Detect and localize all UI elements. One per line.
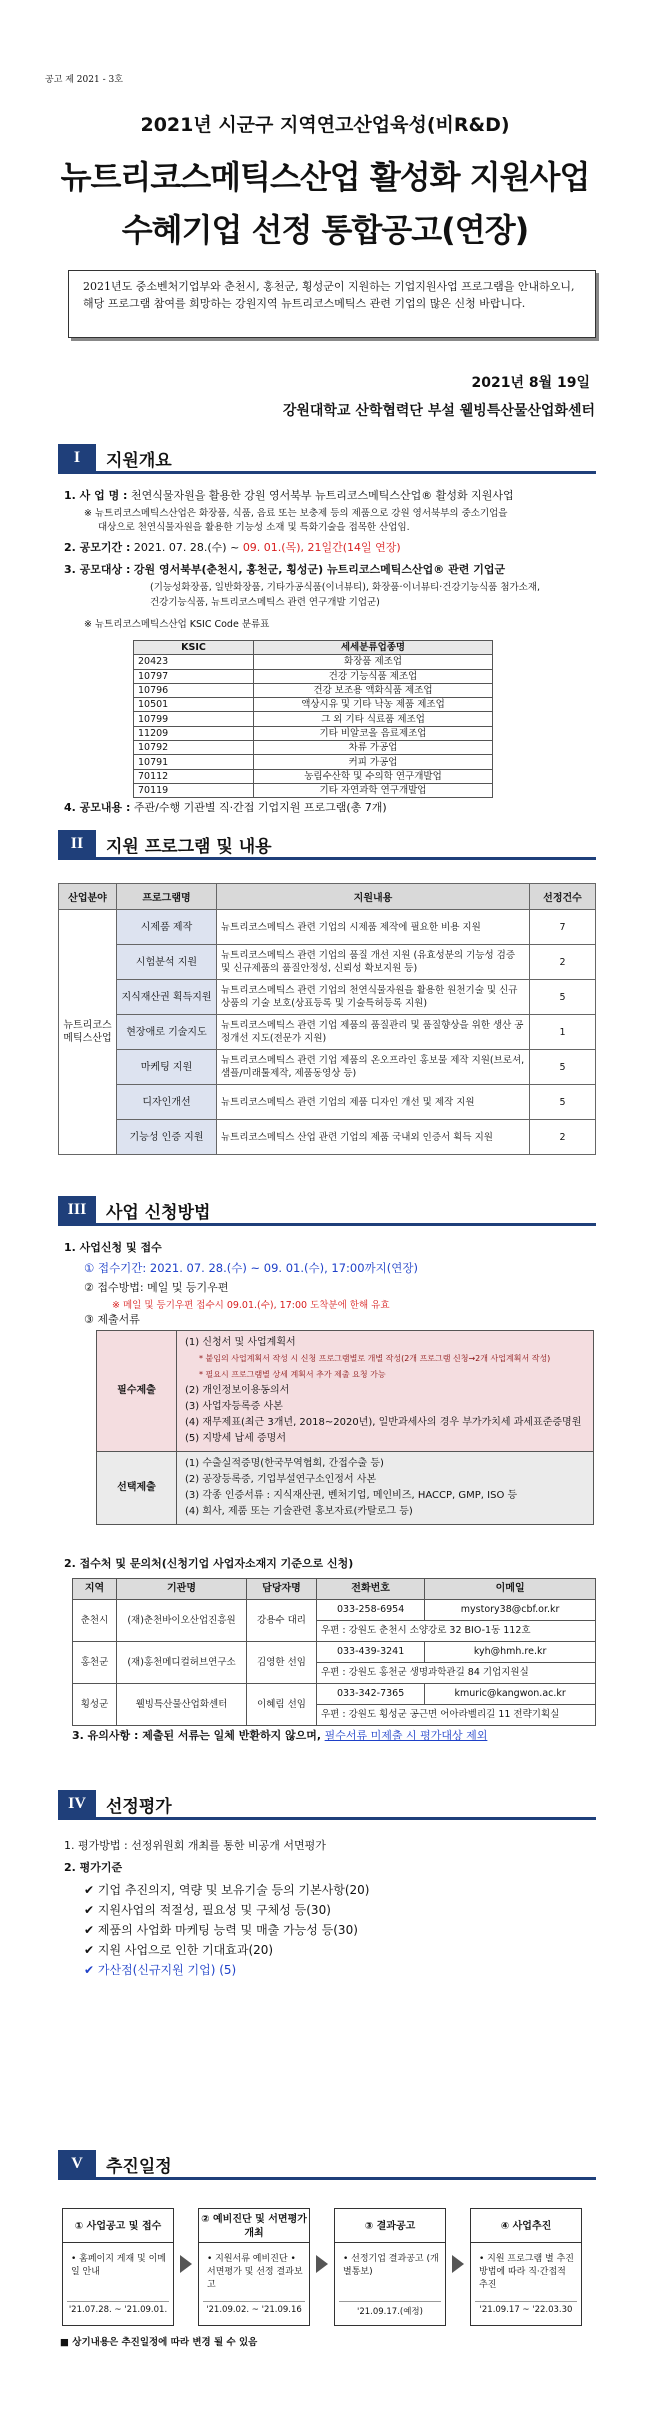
table-row <box>134 741 493 755</box>
issuing-org: 강원대학교 산학협력단 부설 웰빙특산물산업화센터 <box>282 403 595 419</box>
ksic-note: ※ 뉴트리코스메틱스산업 KSIC Code 분류표 <box>84 619 270 630</box>
contact-header-org: 기관명 <box>117 1579 247 1600</box>
overview-item-1 <box>64 488 604 504</box>
eval-method: 1. 평가방법 : 선정위원회 개최를 통한 비공개 서면평가 <box>64 1839 326 1852</box>
program-count: 5 <box>530 1085 596 1120</box>
list-item: ✔ 지원사업의 적절성, 필요성 및 구체성 등(30) <box>84 1903 331 1917</box>
optional-label: 선택제출 <box>97 1452 177 1525</box>
overview-item-2 <box>64 540 604 556</box>
program-header-area: 산업분야 <box>59 884 117 910</box>
item-label: 2. 공모기간 : <box>64 541 131 554</box>
table-row <box>134 655 493 669</box>
ksic-name: 건강 보조용 액화식품 제조업 <box>254 683 493 697</box>
table-row <box>134 712 493 726</box>
program-desc: 뉴트리코스메틱스 관련 기업 제품의 품질관리 및 품질향상을 위한 생산 공정개선 지도(전문가 지원) <box>217 1015 530 1050</box>
step-body: • 지원 프로그램 별 추진방법에 따라 직·간접적 추진 <box>479 2254 574 2290</box>
required-docs <box>177 1331 594 1452</box>
check-icon: ✔ <box>84 1963 95 1977</box>
contact-phone: 033-342-7365 <box>317 1684 425 1705</box>
section-title: 선정평가 <box>106 1797 172 1817</box>
table-row <box>59 1120 596 1155</box>
ksic-code: 10792 <box>134 741 254 755</box>
program-desc: 뉴트리코스메틱스 관련 기업의 품질 개선 지원 (유효성분의 기능성 검증 및 신규제품의 품질안정성, 신뢰성 확보지원 등) <box>217 945 530 980</box>
program-name: 마케팅 지원 <box>117 1050 217 1085</box>
table-row <box>59 1015 596 1050</box>
page-subtitle: 2021년 시군구 지역연고산업육성(비R&D) <box>140 114 510 136</box>
contact-region: 춘천시 <box>73 1600 117 1642</box>
item-label: 3. 공모대상 : <box>64 563 131 576</box>
item-value: 주관/수행 기관별 직·간접 기업지원 프로그램(총 7개) <box>133 801 387 814</box>
table-row <box>134 669 493 683</box>
section-5-header <box>58 2150 596 2180</box>
table-row <box>59 1085 596 1120</box>
caution-text: 3. 유의사항 : 제출된 서류는 일체 반환하지 않으며, <box>72 1729 322 1742</box>
section-title: 지원 프로그램 및 내용 <box>106 837 272 857</box>
doc-item: (3) 각종 인증서류 : 지식재산권, 벤처기업, 메인비즈, HACCP, GMP, ISO 등 <box>185 1490 518 1501</box>
check-icon: ✔ <box>84 1943 95 1957</box>
step-date: '21.09.17.(예정) <box>339 2301 441 2317</box>
table-row <box>134 755 493 769</box>
schedule-step-3 <box>334 2208 446 2326</box>
contact-address: 우편 : 강원도 춘천시 소양강로 32 BIO-1동 112호 <box>317 1621 596 1642</box>
section-3-header <box>58 1196 596 1226</box>
table-row <box>73 1600 596 1621</box>
doc-item: (3) 사업자등록증 사본 <box>185 1401 283 1412</box>
doc-item: (2) 공장등록증, 기업부설연구소인정서 사본 <box>185 1474 377 1485</box>
ksic-code: 20423 <box>134 655 254 669</box>
eval-criteria-heading: 2. 평가기준 <box>64 1861 123 1874</box>
program-desc: 뉴트리코스메틱스 산업 관련 기업의 제품 국내외 인증서 획득 지원 <box>217 1120 530 1155</box>
ksic-code: 11209 <box>134 726 254 740</box>
ksic-table <box>133 640 493 798</box>
contact-region: 횡성군 <box>73 1684 117 1726</box>
program-name: 시제품 제작 <box>117 910 217 945</box>
overview-sub-2: 건강기능식품, 뉴트리코스메틱스 관련 연구개발 기업군) <box>150 597 380 608</box>
overview-note-1: ※ 뉴트리코스메틱스산업은 화장품, 식품, 음료 또는 보충제 등의 제품으로 강원 영서북부의 중소기업을 <box>84 508 508 519</box>
item-label: 1. 사 업 명 : <box>64 489 128 502</box>
ksic-name: 기타 비알코올 음료제조업 <box>254 726 493 740</box>
program-name: 기능성 인증 지원 <box>117 1120 217 1155</box>
check-icon: ✔ <box>84 1883 95 1897</box>
program-desc: 뉴트리코스메틱스 관련 기업 제품의 온오프라인 홍보물 제작 지원(브로셔, 샘플/미래툴제작, 제품동영상 등) <box>217 1050 530 1085</box>
ksic-code: 10791 <box>134 755 254 769</box>
doc-item: (4) 재무제표(최근 3개년, 2018~2020년), 일반과세사의 경우 부가가치세 과세표준증명원 <box>185 1417 582 1428</box>
overview-item-3 <box>64 562 604 578</box>
contact-person: 이혜림 선임 <box>247 1684 317 1726</box>
ksic-name: 커피 가공업 <box>254 755 493 769</box>
step-title: ④ 사업추진 <box>471 2209 581 2243</box>
table-row <box>73 1642 596 1663</box>
contact-region: 홍천군 <box>73 1642 117 1684</box>
ksic-code: 10799 <box>134 712 254 726</box>
program-table <box>58 883 596 1155</box>
schedule-step-4 <box>470 2208 582 2326</box>
ksic-code: 10501 <box>134 698 254 712</box>
step-date: '21.09.02. ~ '21.09.16 <box>203 2301 305 2315</box>
overview-item-4 <box>64 800 604 816</box>
apply-period: ① 접수기간: 2021. 07. 28.(수) ~ 09. 01.(수), 17:00까지(연장) <box>84 1261 418 1275</box>
program-desc: 뉴트리코스메틱스 관련 기업의 제품 디자인 개선 및 제작 지원 <box>217 1085 530 1120</box>
section-2-header <box>58 830 596 860</box>
contact-org: 웰빙특산물산업화센터 <box>117 1684 247 1726</box>
contact-phone: 033-258-6954 <box>317 1600 425 1621</box>
program-name: 디자인개선 <box>117 1085 217 1120</box>
section-number: I <box>58 444 96 471</box>
apply-heading-1: 1. 사업신청 및 접수 <box>64 1241 162 1254</box>
eval-criteria-list <box>84 1880 584 1980</box>
item-value: 강원 영서북부(춘천시, 홍천군, 횡성군) 뉴트리코스메틱스산업® 관련 기업군 <box>133 563 506 576</box>
apply-caution <box>72 1728 612 1744</box>
table-row <box>97 1331 594 1452</box>
ksic-header-code: KSIC <box>134 641 254 655</box>
step-date: '21.09.17 ~ '22.03.30 <box>475 2301 577 2315</box>
table-row <box>134 683 493 697</box>
doc-item: (1) 신청서 및 사업계획서 <box>185 1337 296 1348</box>
item-value-extended: 09. 01.(목), 21일간(14일 연장) <box>242 541 401 554</box>
ksic-name: 그 외 기타 식료품 제조업 <box>254 712 493 726</box>
page-title-line2: 수혜기업 선정 통합공고(연장) <box>121 211 529 249</box>
apply-method-note: ※ 메일 및 등기우편 접수시 09.01.(수), 17:00 도착분에 한해 유효 <box>112 1300 390 1311</box>
ksic-name: 차류 가공업 <box>254 741 493 755</box>
program-count: 1 <box>530 1015 596 1050</box>
ksic-name: 액상시유 및 기타 낙농 제품 제조업 <box>254 698 493 712</box>
contact-table <box>72 1578 596 1726</box>
docs-heading: ③ 제출서류 <box>84 1313 140 1326</box>
overview-sub-1: (기능성화장품, 일반화장품, 기타가공식품(이너뷰티), 화장품·이너뷰티·건강기능식품 첨가소재, <box>150 582 541 593</box>
item-label: 4. 공모내용 : <box>64 801 131 814</box>
doc-item: (2) 개인정보이용동의서 <box>185 1385 290 1396</box>
step-title: ③ 결과공고 <box>335 2209 445 2243</box>
ksic-name: 건강 기능식품 제조업 <box>254 669 493 683</box>
program-desc: 뉴트리코스메틱스 관련 기업의 시제품 제작에 필요한 비용 지원 <box>217 910 530 945</box>
overview-note-2: 대상으로 천연식물자원을 활용한 기능성 소재 및 특화기술을 접목한 산업임. <box>98 522 410 533</box>
step-date: '21.07.28. ~ '21.09.01. <box>67 2301 169 2315</box>
contact-email[interactable]: kyh@hmh.re.kr <box>425 1642 596 1663</box>
optional-docs <box>177 1452 594 1525</box>
doc-item: (1) 수출실적증명(한국무역협회, 간접수출 등) <box>185 1458 384 1469</box>
schedule-step-1 <box>62 2208 174 2326</box>
program-header-name: 프로그램명 <box>117 884 217 910</box>
step-body: • 지원서류 예비진단 • 서면평가 및 선정 결과보고 <box>207 2254 303 2290</box>
schedule-step-2 <box>198 2208 310 2326</box>
table-row <box>59 910 596 945</box>
contact-header-person: 담당자명 <box>247 1579 317 1600</box>
program-count: 2 <box>530 945 596 980</box>
list-item: ✔ 가산점(신규지원 기업) (5) <box>84 1963 237 1977</box>
program-count: 7 <box>530 910 596 945</box>
check-icon: ✔ <box>84 1903 95 1917</box>
section-title: 지원개요 <box>106 451 172 471</box>
program-area: 뉴트리코스메틱스산업 <box>59 910 117 1155</box>
program-name: 현장애로 기술지도 <box>117 1015 217 1050</box>
arrow-right-icon <box>452 2255 464 2273</box>
section-number: II <box>58 830 96 857</box>
program-header-desc: 지원내용 <box>217 884 530 910</box>
required-label: 필수제출 <box>97 1331 177 1452</box>
item-value: 2021. 07. 28.(수) ~ <box>133 541 240 554</box>
program-desc: 뉴트리코스메틱스 관련 기업의 천연식물자원을 활용한 원천기술 및 신규상품의 기술 보호(상표등록 및 기술특허등록 지원) <box>217 980 530 1015</box>
intro-box: 2021년도 중소벤처기업부와 춘천시, 홍천군, 횡성군이 지원하는 기업지원사업 프로그램을 안내하오니, 해당 프로그램 참여를 희망하는 강원지역 뉴트리코스메틱스 관련 기업의 많은 신청 바랍니다. <box>68 270 596 338</box>
contact-address: 우편 : 강원도 홍천군 생명과학관길 84 기업지원실 <box>317 1663 596 1684</box>
table-row <box>134 698 493 712</box>
arrow-right-icon <box>180 2255 192 2273</box>
caution-highlight: 필수서류 미제출 시 평가대상 제외 <box>324 1729 488 1742</box>
section-title: 추진일정 <box>106 2157 172 2177</box>
section-number: III <box>58 1196 96 1223</box>
table-row <box>97 1452 594 1525</box>
documents-table <box>96 1330 594 1525</box>
table-row <box>73 1684 596 1705</box>
list-item: ✔ 지원 사업으로 인한 기대효과(20) <box>84 1943 274 1957</box>
page-title-line1: 뉴트리코스메틱스산업 활성화 지원사업 <box>60 158 590 196</box>
section-number: IV <box>58 1790 96 1817</box>
contact-org: (재)홍천메디컬허브연구소 <box>117 1642 247 1684</box>
table-row <box>134 783 493 797</box>
item-value: 천연식물자원을 활용한 강원 영서북부 뉴트리코스메틱스산업® 활성화 지원사업 <box>130 489 514 502</box>
notice-date: 2021년 8월 19일 <box>471 375 590 391</box>
apply-method: ② 접수방법: 메일 및 등기우편 <box>84 1281 229 1294</box>
ksic-code: 70112 <box>134 769 254 783</box>
program-name: 지식재산권 획득지원 <box>117 980 217 1015</box>
contact-person: 김영한 선임 <box>247 1642 317 1684</box>
section-4-header <box>58 1790 596 1820</box>
table-row <box>59 980 596 1015</box>
ksic-name: 기타 자연과학 연구개발업 <box>254 783 493 797</box>
contact-address: 우편 : 강원도 횡성군 공근면 어아라벨리길 11 전략기획실 <box>317 1705 596 1726</box>
doc-subnote: * 붙임의 사업계획서 작성 시 신청 프로그램별로 개별 작성(2개 프로그램 신청→2개 사업계획서 작성) <box>199 1354 551 1363</box>
schedule-note: ■ 상기내용은 추진일정에 따라 변경 될 수 있음 <box>60 2337 258 2348</box>
ksic-name: 화장품 제조업 <box>254 655 493 669</box>
contact-header-email: 이메일 <box>425 1579 596 1600</box>
section-1-header <box>58 444 596 474</box>
table-row <box>59 945 596 980</box>
table-row <box>134 726 493 740</box>
contact-phone: 033-439-3241 <box>317 1642 425 1663</box>
arrow-right-icon <box>316 2255 328 2273</box>
step-body: • 홈페이지 게재 및 이메일 안내 <box>71 2254 166 2277</box>
doc-item: (4) 회사, 제품 또는 기술관련 홍보자료(카탈로그 등) <box>185 1506 413 1517</box>
program-count: 5 <box>530 980 596 1015</box>
program-count: 2 <box>530 1120 596 1155</box>
ksic-code: 70119 <box>134 783 254 797</box>
program-name: 시험분석 지원 <box>117 945 217 980</box>
apply-heading-2: 2. 접수처 및 문의처(신청기업 사업자소재지 기준으로 신청) <box>64 1557 354 1570</box>
table-row <box>59 1050 596 1085</box>
step-body: • 선정기업 결과공고 (개별통보) <box>343 2254 439 2277</box>
notice-number: 공고 제 2021 - 3호 <box>45 75 123 85</box>
contact-email[interactable]: kmuric@kangwon.ac.kr <box>425 1684 596 1705</box>
ksic-name: 농림수산학 및 수의학 연구개발업 <box>254 769 493 783</box>
section-title: 사업 신청방법 <box>106 1203 211 1223</box>
ksic-header-name: 세세분류업종명 <box>254 641 493 655</box>
table-row <box>134 769 493 783</box>
contact-header-phone: 전화번호 <box>317 1579 425 1600</box>
program-header-count: 선정건수 <box>530 884 596 910</box>
contact-org: (재)춘천바이오산업진흥원 <box>117 1600 247 1642</box>
list-item: ✔ 제품의 사업화 마케팅 능력 및 매출 가능성 등(30) <box>84 1923 358 1937</box>
step-title: ① 사업공고 및 접수 <box>63 2209 173 2243</box>
contact-person: 강용수 대리 <box>247 1600 317 1642</box>
list-item: ✔ 기업 추진의지, 역량 및 보유기술 등의 기본사항(20) <box>84 1883 370 1897</box>
contact-header-region: 지역 <box>73 1579 117 1600</box>
doc-subnote: * 필요시 프로그램별 상세 계획서 추가 제출 요청 가능 <box>199 1370 386 1379</box>
contact-email[interactable]: mystory38@cbf.or.kr <box>425 1600 596 1621</box>
ksic-code: 10796 <box>134 683 254 697</box>
section-number: V <box>58 2150 96 2177</box>
check-icon: ✔ <box>84 1923 95 1937</box>
step-title: ② 예비진단 및 서면평가 개최 <box>199 2209 309 2243</box>
doc-item: (5) 지방세 납세 증명서 <box>185 1433 286 1444</box>
ksic-code: 10797 <box>134 669 254 683</box>
program-count: 5 <box>530 1050 596 1085</box>
